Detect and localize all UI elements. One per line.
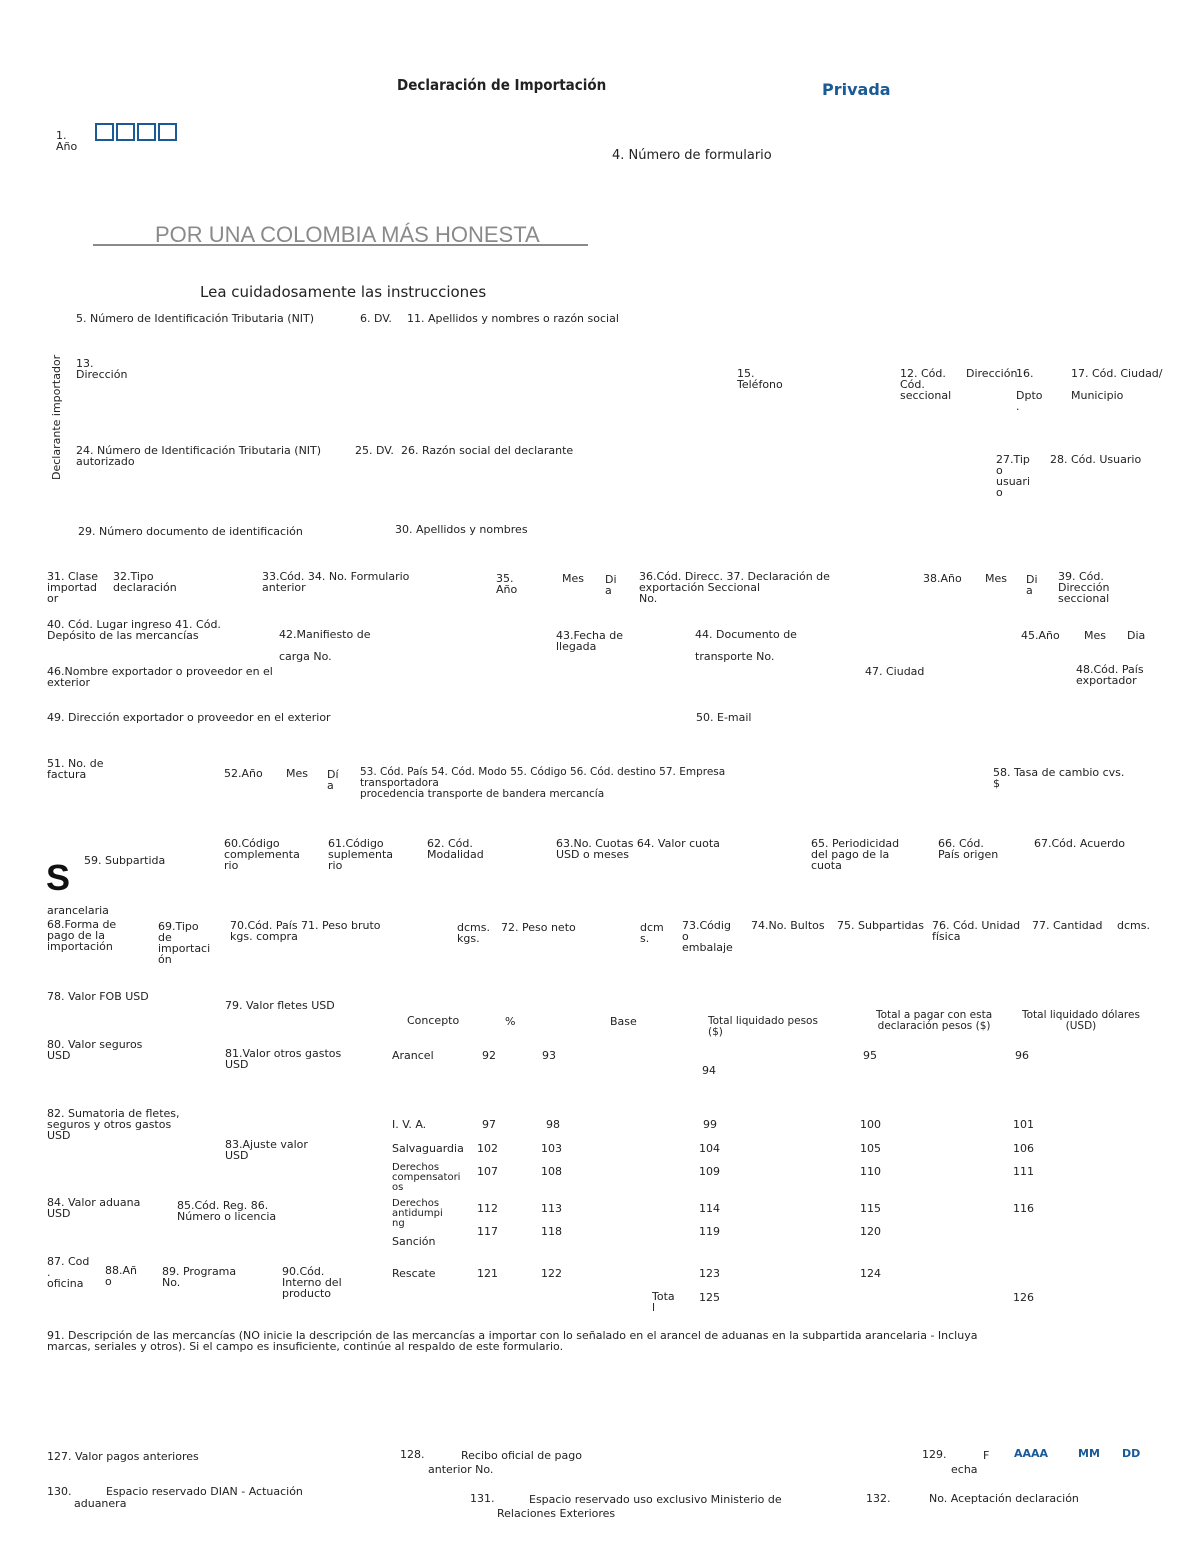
liq-header-concepto: Concepto bbox=[407, 1014, 460, 1027]
liq-num-121: 121 bbox=[477, 1267, 498, 1280]
liq-num-125: 125 bbox=[699, 1291, 720, 1304]
field-80-label: 80. Valor seguros USD bbox=[47, 1038, 143, 1062]
field-48-label: 48.Cód. País exportador bbox=[1076, 663, 1144, 687]
liq-header-pct: % bbox=[505, 1015, 516, 1028]
field-84-label: 84. Valor aduana USD bbox=[47, 1196, 141, 1220]
liq-num-120: 120 bbox=[860, 1225, 881, 1238]
field-39-label: 39. Cód. Dirección seccional bbox=[1058, 570, 1110, 605]
liq-num-122: 122 bbox=[541, 1267, 562, 1280]
field-88-label: 88.Añ o bbox=[105, 1264, 137, 1288]
field-25-label: 25. DV. bbox=[355, 444, 394, 457]
field-76-label: 76. Cód. Unidad física bbox=[932, 919, 1021, 943]
field-130-number: 130. bbox=[47, 1485, 72, 1498]
field-129-aaaa[interactable]: AAAA bbox=[1014, 1447, 1049, 1460]
field-85-86-label: 85.Cód. Reg. 86. Número o licencia bbox=[177, 1199, 277, 1223]
liq-num-103: 103 bbox=[541, 1142, 562, 1155]
field-43-label: 43.Fecha de llegada bbox=[556, 629, 623, 653]
liq-row-rescate: Rescate bbox=[392, 1267, 436, 1280]
field-45-dia-label: Dia bbox=[1127, 629, 1146, 642]
field-12-direccion-label: Dirección bbox=[966, 367, 1018, 380]
field-77-dcms-label: dcms. bbox=[1117, 919, 1150, 932]
liq-row-sancion: Sanción bbox=[392, 1235, 436, 1248]
field-69-label: 69.Tipo de importaci ón bbox=[158, 920, 211, 966]
liq-num-92: 92 bbox=[482, 1049, 496, 1062]
field-50-label: 50. E-mail bbox=[696, 711, 752, 724]
liq-header-dolares: Total liquidado dólares (USD) bbox=[1022, 1009, 1140, 1032]
privada-label: Privada bbox=[822, 80, 891, 99]
field-49-label: 49. Dirección exportador o proveedor en el exterior bbox=[47, 711, 331, 724]
liq-header-pagar: Total a pagar con esta declaración pesos ($) bbox=[876, 1009, 993, 1032]
field-29-label: 29. Número documento de identificación bbox=[78, 525, 303, 538]
field-130-label: Espacio reservado DIAN - Actuación aduanera bbox=[74, 1485, 303, 1510]
liq-num-110: 110 bbox=[860, 1165, 881, 1178]
field-72-label: 72. Peso neto bbox=[501, 921, 576, 934]
liq-row-iva: I. V. A. bbox=[392, 1118, 427, 1131]
liq-num-114: 114 bbox=[699, 1202, 720, 1215]
liq-row-compensatorios: Derechos compensatori os bbox=[392, 1162, 461, 1193]
field-68-label: 68.Forma de pago de la importación bbox=[47, 918, 117, 953]
liq-num-99: 99 bbox=[703, 1118, 717, 1131]
liq-num-118: 118 bbox=[541, 1225, 562, 1238]
liq-num-108: 108 bbox=[541, 1165, 562, 1178]
year-box-3[interactable] bbox=[137, 123, 156, 141]
field-65-label: 65. Periodicidad del pago de la cuota bbox=[811, 837, 900, 872]
field-38-label: 38.Año bbox=[923, 572, 962, 585]
field-128-number: 128. bbox=[400, 1448, 425, 1461]
liq-header-base: Base bbox=[610, 1015, 637, 1028]
field-129-label: F echa bbox=[951, 1449, 990, 1476]
liq-row-salvaguardia: Salvaguardia bbox=[392, 1142, 464, 1155]
liq-num-97: 97 bbox=[482, 1118, 496, 1131]
field-40-41-label: 40. Cód. Lugar ingreso 41. Cód. Depósito de las mercancías bbox=[47, 618, 221, 642]
field-13-label: 13. Dirección bbox=[76, 357, 128, 381]
field-1-label: 1. Año bbox=[56, 129, 78, 153]
field-72-dcms-label: dcm s. bbox=[640, 921, 664, 945]
field-24-label: 24. Número de Identificación Tributaria (NIT) autorizado bbox=[76, 444, 322, 468]
field-81-label: 81.Valor otros gastos USD bbox=[225, 1047, 342, 1071]
liq-num-117: 117 bbox=[477, 1225, 498, 1238]
field-75-label: 75. Subpartidas bbox=[837, 919, 924, 932]
liq-header-pesos: Total liquidado pesos ($) bbox=[708, 1015, 818, 1038]
field-35-label: 35. Año bbox=[496, 572, 518, 596]
field-42-label: 42.Manifiesto de carga No. bbox=[279, 628, 371, 663]
field-91-label: 91. Descripción de las mercancías (NO inicie la descripción de las mercancías a importar con lo señalado en el arancel de aduanas en la subpartida arancelaria - Incluya marcas, seriales y otros). Si el campo es insuficiente, continúe al respaldo de este formulario. bbox=[47, 1329, 978, 1353]
form-title: Declaración de Importación bbox=[397, 76, 607, 94]
field-47-label: 47. Ciudad bbox=[865, 665, 925, 678]
field-12-label: 12. Cód. Cód. seccional bbox=[900, 367, 952, 402]
field-79-label: 79. Valor fletes USD bbox=[225, 999, 335, 1012]
field-63-64-label: 63.No. Cuotas 64. Valor cuota USD o meses bbox=[556, 837, 720, 861]
field-129-dd[interactable]: DD bbox=[1122, 1447, 1141, 1460]
liq-num-109: 109 bbox=[699, 1165, 720, 1178]
liq-num-100: 100 bbox=[860, 1118, 881, 1131]
field-131-label: Espacio reservado uso exclusivo Ministerio de Relaciones Exteriores bbox=[497, 1493, 782, 1520]
field-53-57-label: 53. Cód. País 54. Cód. Modo 55. Código 56. Cód. destino 57. Empresa transportadora procedencia transporte de bandera mercancía bbox=[360, 766, 726, 800]
field-38-mes-label: Mes bbox=[985, 572, 1007, 585]
field-128-label: Recibo oficial de pago anterior No. bbox=[428, 1449, 582, 1476]
field-6-label: 6. DV. bbox=[360, 312, 392, 325]
field-45-mes-label: Mes bbox=[1084, 629, 1106, 642]
field-67-label: 67.Cód. Acuerdo bbox=[1034, 837, 1126, 850]
field-31-label: 31. Clase importad or bbox=[47, 570, 98, 605]
liq-num-106: 106 bbox=[1013, 1142, 1034, 1155]
liq-num-101: 101 bbox=[1013, 1118, 1034, 1131]
field-32-label: 32.Tipo declaración bbox=[113, 570, 177, 594]
field-62-label: 62. Cód. Modalidad bbox=[427, 837, 484, 861]
field-90-label: 90.Cód. Interno del producto bbox=[282, 1265, 342, 1300]
field-52-label: 52.Año bbox=[224, 767, 263, 780]
liq-row-total: Tota l bbox=[652, 1290, 675, 1314]
liq-num-116: 116 bbox=[1013, 1202, 1034, 1215]
field-52-mes-label: Mes bbox=[286, 767, 308, 780]
field-27-label: 27.Tip o usuari o bbox=[996, 453, 1030, 499]
field-129-mm[interactable]: MM bbox=[1078, 1447, 1100, 1460]
liq-row-antidumping: Derechos antidumpi ng bbox=[392, 1198, 443, 1229]
field-73-label: 73.Códig o embalaje bbox=[682, 919, 733, 954]
liq-row-arancel: Arancel bbox=[392, 1049, 434, 1062]
liq-num-107: 107 bbox=[477, 1165, 498, 1178]
field-82-label: 82. Sumatoria de fletes, seguros y otros gastos USD bbox=[47, 1107, 180, 1142]
declarante-importador-label: Declarante importador bbox=[50, 354, 63, 480]
field-132-number: 132. bbox=[866, 1492, 891, 1505]
field-45-label: 45.Año bbox=[1021, 629, 1060, 642]
year-box-2[interactable] bbox=[116, 123, 135, 141]
big-s-letter: S bbox=[46, 857, 71, 898]
liq-num-112: 112 bbox=[477, 1202, 498, 1215]
field-89-label: 89. Programa No. bbox=[162, 1265, 237, 1289]
field-129-number: 129. bbox=[922, 1448, 947, 1461]
liq-num-113: 113 bbox=[541, 1202, 562, 1215]
liq-num-93: 93 bbox=[542, 1049, 556, 1062]
field-87-label: 87. Cod . oficina bbox=[47, 1255, 90, 1290]
field-46-label: 46.Nombre exportador o proveedor en el exterior bbox=[47, 665, 273, 689]
liq-num-96: 96 bbox=[1015, 1049, 1029, 1062]
liq-num-115: 115 bbox=[860, 1202, 881, 1215]
field-52-dia-label: Dí a bbox=[327, 768, 339, 792]
field-131-number: 131. bbox=[470, 1492, 495, 1505]
liq-num-94: 94 bbox=[702, 1064, 716, 1077]
field-38-dia-label: Di a bbox=[1026, 573, 1038, 597]
field-83-label: 83.Ajuste valor USD bbox=[225, 1138, 308, 1162]
field-59-label: 59. Subpartida bbox=[84, 854, 166, 867]
field-66-label: 66. Cód. País origen bbox=[938, 837, 999, 861]
field-132-label: No. Aceptación declaración bbox=[929, 1492, 1079, 1505]
liq-num-98: 98 bbox=[546, 1118, 560, 1131]
field-127-label: 127. Valor pagos anteriores bbox=[47, 1450, 199, 1463]
field-11-label: 11. Apellidos y nombres o razón social bbox=[407, 312, 619, 325]
liq-num-123: 123 bbox=[699, 1267, 720, 1280]
liq-num-124: 124 bbox=[860, 1267, 881, 1280]
field-61-label: 61.Código suplementa rio bbox=[328, 837, 394, 872]
liq-num-104: 104 bbox=[699, 1142, 720, 1155]
field-58-label: 58. Tasa de cambio cvs. $ bbox=[993, 766, 1125, 790]
field-78-label: 78. Valor FOB USD bbox=[47, 990, 149, 1003]
field-44-label: 44. Documento de transporte No. bbox=[695, 628, 797, 663]
liq-num-105: 105 bbox=[860, 1142, 881, 1155]
instructions-note: Lea cuidadosamente las instrucciones bbox=[200, 283, 487, 301]
arancelaria-label: arancelaria bbox=[47, 904, 109, 917]
liq-num-126: 126 bbox=[1013, 1291, 1034, 1304]
liq-num-102: 102 bbox=[477, 1142, 498, 1155]
field-51-label: 51. No. de factura bbox=[47, 757, 104, 781]
liq-num-95: 95 bbox=[863, 1049, 877, 1062]
field-35-mes-label: Mes bbox=[562, 572, 584, 585]
field-36-37-label: 36.Cód. Direcc. 37. Declaración de exportación Seccional No. bbox=[639, 570, 830, 605]
field-28-label: 28. Cód. Usuario bbox=[1050, 453, 1142, 466]
year-box-1[interactable] bbox=[95, 123, 114, 141]
field-26-label: 26. Razón social del declarante bbox=[401, 444, 574, 457]
field-16-label: 16. Dpto . bbox=[1016, 367, 1043, 413]
year-box-4[interactable] bbox=[158, 123, 177, 141]
field-5-label: 5. Número de Identificación Tributaria (NIT) bbox=[76, 312, 315, 325]
field-17-label: 17. Cód. Ciudad/ Municipio bbox=[1071, 367, 1163, 402]
field-30-label: 30. Apellidos y nombres bbox=[395, 523, 528, 536]
field-4-label: 4. Número de formulario bbox=[612, 148, 772, 163]
field-70-71-label: 70.Cód. País 71. Peso bruto kgs. compra bbox=[230, 919, 381, 943]
field-71-dcms-label: dcms. kgs. bbox=[457, 921, 490, 945]
liq-num-111: 111 bbox=[1013, 1165, 1034, 1178]
field-15-label: 15. Teléfono bbox=[737, 367, 783, 391]
field-74-label: 74.No. Bultos bbox=[751, 919, 825, 932]
liq-num-119: 119 bbox=[699, 1225, 720, 1238]
field-60-label: 60.Código complementa rio bbox=[224, 837, 300, 872]
slogan: POR UNA COLOMBIA MÁS HONESTA bbox=[155, 222, 540, 247]
field-35-dia-label: Di a bbox=[605, 573, 617, 597]
field-33-34-label: 33.Cód. 34. No. Formulario anterior bbox=[262, 570, 410, 594]
field-77-label: 77. Cantidad bbox=[1032, 919, 1103, 932]
